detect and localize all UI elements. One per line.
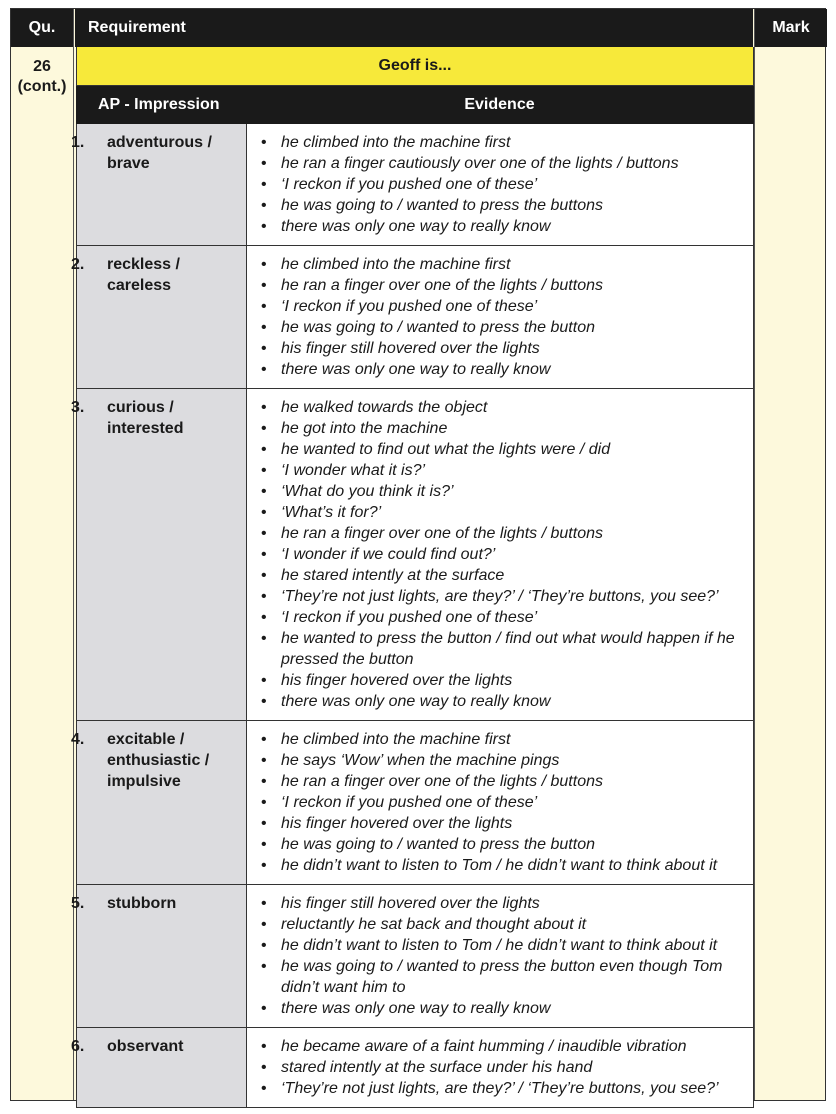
evidence-item: • he climbed into the machine first [259, 254, 745, 275]
impression-label: enthusiastic / [107, 752, 210, 769]
requirement-panel [71, 47, 754, 1108]
evidence-item: • he climbed into the machine first [259, 132, 745, 153]
subheader-evidence: Evidence [464, 96, 535, 113]
evidence-item: • stared intently at the surface under his hand [259, 1057, 745, 1078]
evidence-item: • he was going to / wanted to press the buttons [259, 195, 745, 216]
evidence-item: • he was going to / wanted to press the button [259, 834, 745, 855]
evidence-item: • ‘They’re not just lights, are they?’ / ‘They’re buttons, you see?’ [259, 586, 745, 607]
evidence-item: • he ran a finger cautiously over one of the lights / buttons [259, 153, 745, 174]
impression-cell [71, 246, 247, 388]
impression-label [71, 397, 238, 418]
impression-number: 2. [71, 256, 85, 273]
impression-row [71, 124, 754, 246]
evidence-item: • ‘I reckon if you pushed one of these’ [259, 792, 745, 813]
impression-row [71, 885, 754, 1028]
impression-label: impulsive [107, 773, 181, 790]
header-mark: Mark [755, 9, 827, 47]
evidence-item: • ‘What do you think it is?’ [259, 481, 745, 502]
impression-text: excitable / [107, 731, 185, 748]
evidence-item: • there was only one way to really know [259, 359, 745, 380]
evidence-item: • he wanted to find out what the lights were / did [259, 439, 745, 460]
evidence-item: • ‘I reckon if you pushed one of these’ [259, 174, 745, 195]
subheader [76, 86, 754, 124]
impression-label: brave [107, 155, 150, 172]
evidence-item: • his finger still hovered over the lights [259, 338, 745, 359]
evidence-item: • ‘I reckon if you pushed one of these’ [259, 296, 745, 317]
impression-row [71, 1028, 754, 1108]
evidence-item: • he ran a finger over one of the lights / buttons [259, 275, 745, 296]
question-cont: (cont.) [17, 78, 67, 95]
impression-row [71, 246, 754, 389]
evidence-list [259, 397, 745, 712]
evidence-item: • ‘They’re not just lights, are they?’ / ‘They’re buttons, you see?’ [259, 1078, 745, 1099]
evidence-item: • ‘I reckon if you pushed one of these’ [259, 607, 745, 628]
evidence-item: • there was only one way to really know [259, 691, 745, 712]
impression-label [71, 729, 238, 750]
impression-text: reckless / [107, 256, 180, 273]
evidence-cell [247, 246, 753, 388]
impression-number: 4. [71, 731, 85, 748]
evidence-item: • he got into the machine [259, 418, 745, 439]
evidence-cell [247, 1028, 753, 1107]
impression-label [71, 132, 238, 153]
evidence-item: • he didn’t want to listen to Tom / he didn’t want to think about it [259, 935, 745, 956]
evidence-item: • he climbed into the machine first [259, 729, 745, 750]
impression-label: careless [107, 277, 172, 294]
evidence-item: • he walked towards the object [259, 397, 745, 418]
impression-label [71, 254, 238, 275]
impression-cell [71, 721, 247, 884]
evidence-item: • he was going to / wanted to press the button even though Tom didn’t want him to [259, 956, 745, 998]
impression-number: 1. [71, 134, 85, 151]
header-requirement: Requirement [75, 9, 753, 47]
evidence-list [259, 132, 745, 237]
evidence-list [259, 893, 745, 1019]
evidence-list [259, 1036, 745, 1099]
evidence-item: • there was only one way to really know [259, 216, 745, 237]
evidence-item: • he didn’t want to listen to Tom / he didn’t want to think about it [259, 855, 745, 876]
impression-label [71, 1036, 238, 1057]
evidence-item: • ‘What’s it for?’ [259, 502, 745, 523]
impression-cell [71, 124, 247, 245]
evidence-cell [247, 885, 753, 1027]
impression-text: curious / [107, 399, 174, 416]
evidence-item: • he became aware of a faint humming / inaudible vibration [259, 1036, 745, 1057]
divider-mark [754, 9, 755, 1100]
evidence-cell [247, 721, 753, 884]
evidence-cell [247, 124, 753, 245]
header-qu: Qu. [11, 9, 73, 47]
evidence-item: • he was going to / wanted to press the button [259, 317, 745, 338]
evidence-item: • he ran a finger over one of the lights / buttons [259, 771, 745, 792]
evidence-item: • he stared intently at the surface [259, 565, 745, 586]
evidence-item: • he wanted to press the button / find out what would happen if he pressed the button [259, 628, 745, 670]
impression-cell [71, 389, 247, 720]
impression-text: stubborn [107, 895, 177, 912]
evidence-item: • his finger still hovered over the lights [259, 893, 745, 914]
mark-scheme-page [10, 8, 826, 1101]
impression-cell [71, 1028, 247, 1107]
impression-number: 6. [71, 1038, 85, 1055]
evidence-item: • he ran a finger over one of the lights / buttons [259, 523, 745, 544]
impression-row [71, 721, 754, 885]
subheader-impression: AP - Impression [98, 96, 220, 113]
impression-label [71, 893, 238, 914]
banner-geoff-is: Geoff is... [76, 47, 754, 86]
evidence-item: • ‘I wonder what it is?’ [259, 460, 745, 481]
impression-label: interested [107, 420, 184, 437]
evidence-list [259, 254, 745, 380]
impression-row [71, 389, 754, 721]
evidence-item: • his finger hovered over the lights [259, 813, 745, 834]
impression-number: 5. [71, 895, 85, 912]
evidence-item: • reluctantly he sat back and thought about it [259, 914, 745, 935]
evidence-item: • ‘I wonder if we could find out?’ [259, 544, 745, 565]
evidence-list [259, 729, 745, 876]
impression-cell [71, 885, 247, 1027]
impression-text: adventurous / [107, 134, 212, 151]
evidence-item: • there was only one way to really know [259, 998, 745, 1019]
evidence-item: • his finger hovered over the lights [259, 670, 745, 691]
divider-qu [73, 9, 74, 1100]
impression-number: 3. [71, 399, 85, 416]
evidence-item: • he says ‘Wow’ when the machine pings [259, 750, 745, 771]
question-number-value: 26 [33, 58, 51, 75]
impression-rows [71, 124, 754, 1108]
evidence-cell [247, 389, 753, 720]
impression-text: observant [107, 1038, 184, 1055]
question-number [11, 57, 73, 97]
